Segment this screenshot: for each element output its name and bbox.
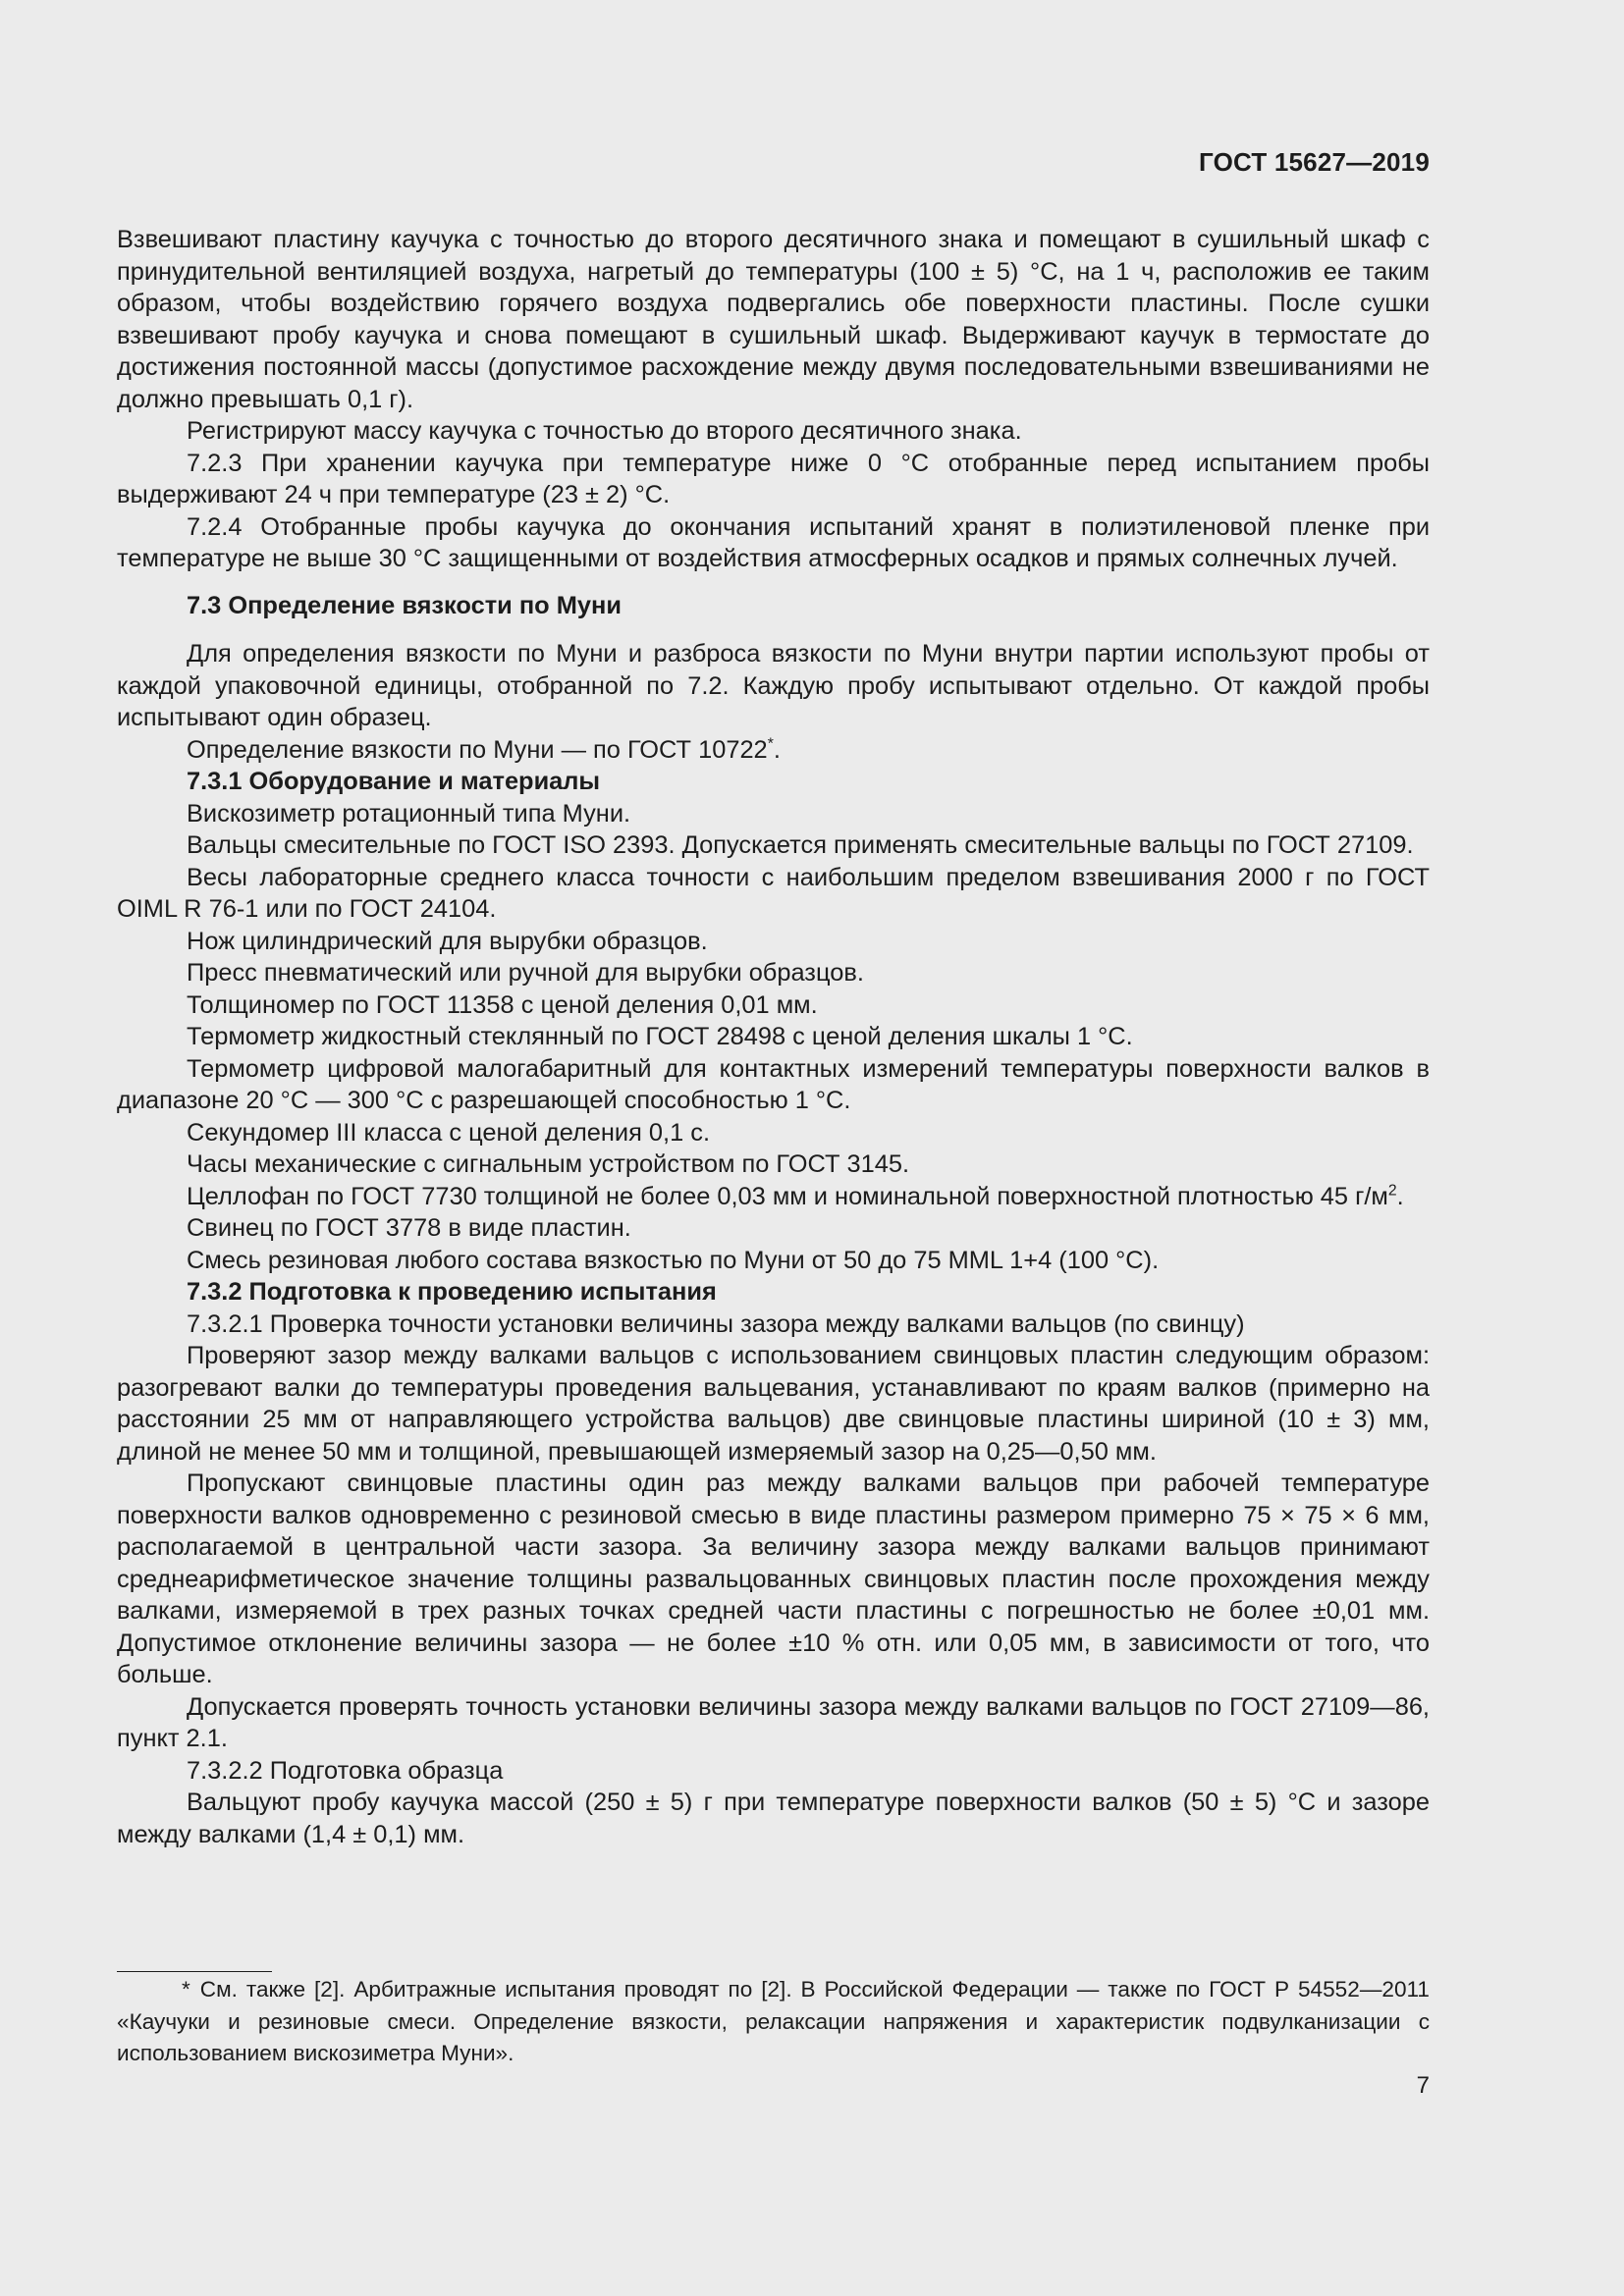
footnote-reference: * <box>767 735 774 753</box>
paragraph: Проверяют зазор между валками вальцов с использованием свинцовых пластин следующим образом: разогревают валки до температуры проведения вальцевания, устанавливают по краям валков (примерно на расстоянии 25 мм от направляющего устройства вальцов) две свинцовые пластины шириной (10 ± 3) мм, длиной не менее 50 мм и толщиной, превышающей измеряемый зазор на 0,25—0,50 мм. <box>117 1342 1430 1466</box>
paragraph: Для определения вязкости по Муни и разброса вязкости по Муни внутри партии используют пробы от каждой упаковочной единицы, отобранной по 7.2. Каждую пробу испытывают отдельно. От каждой пробы испытывают один образец. <box>117 640 1430 731</box>
paragraph: Пропускают свинцовые пластины один раз между валками вальцов при рабочей температуре поверхности валков одновременно с резиновой смесью в виде пластины размером примерно 75 × 75 × 6 мм, располагаемой в центральной части зазора. За величину зазора между валками вальцов принимают среднеарифметическое значение толщины развальцованных свинцовых пластин после прохождения между валками, измеряемой в трех разных точках средней части пластины с погрешностью не более ±0,01 мм. Допустимое отклонение величины зазора — не более ±10 % отн. или 0,05 мм, в зависимости от того, что больше. <box>117 1469 1430 1688</box>
paragraph-with-footnote-ref <box>117 734 1430 767</box>
paragraph: Вальцуют пробу каучука массой (250 ± 5) г при температуре поверхности валков (50 ± 5) °С и зазоре между валками (1,4 ± 0,1) мм. <box>117 1789 1430 1848</box>
footnote-divider <box>117 1971 272 1972</box>
footnote-paragraph <box>117 1974 1430 2070</box>
list-item: Свинец по ГОСТ 3778 в виде пластин. <box>187 1214 631 1242</box>
unit-exponent: 2 <box>1387 1182 1397 1200</box>
clause-7-2-4: 7.2.4 Отобранные пробы каучука до окончания испытаний хранят в полиэтиленовой пленке при температуре не выше 30 °С защищенными от воздействия атмосферных осадков и прямых солнечных лучей. <box>117 512 1430 572</box>
paragraph-end: . <box>773 735 781 764</box>
list-item: Часы механические с сигнальным устройством по ГОСТ 3145. <box>187 1150 910 1178</box>
footnote-mark: * <box>182 1977 190 2002</box>
footnote <box>117 1974 1430 2070</box>
paragraph: Регистрируют массу каучука с точностью до второго десятичного знака. <box>187 417 1022 445</box>
list-item: Термометр жидкостный стеклянный по ГОСТ 28498 с ценой деления шкалы 1 °С. <box>187 1023 1133 1050</box>
list-item: Вискозиметр ротационный типа Муни. <box>187 799 631 828</box>
list-item: Пресс пневматический или ручной для вырубки образцов. <box>187 959 864 987</box>
list-item: Весы лабораторные среднего класса точности с наибольшим пределом взвешивания 2000 г по ГОСТ OIML R 76-1 или по ГОСТ 24104. <box>117 863 1430 923</box>
list-item: Толщиномер по ГОСТ 11358 с ценой деления 0,01 мм. <box>187 990 818 1019</box>
subsection-heading-7-3-1: 7.3.1 Оборудование и материалы <box>187 768 601 795</box>
document-code-header: ГОСТ 15627—2019 <box>1199 147 1430 177</box>
list-item: Нож цилиндрический для вырубки образцов. <box>187 927 708 955</box>
clause-7-3-2-1: 7.3.2.1 Проверка точности установки величины зазора между валками вальцов (по свинцу) <box>187 1309 1245 1338</box>
section-heading-7-3: 7.3 Определение вязкости по Муни <box>187 591 622 619</box>
paragraph-text: Определение вязкости по Муни — по ГОСТ 10722 <box>187 735 768 764</box>
list-item <box>117 1181 1430 1213</box>
footnote-text: См. также [2]. Арбитражные испытания проводят по [2]. В Российской Федерации — также по ГОСТ Р 54552—2011 «Каучуки и резиновые смеси. Определение вязкости, релаксации напряжения и характеристик подвулканизации с использованием вискозиметра Муни». <box>117 1977 1430 2065</box>
clause-7-2-3: 7.2.3 При хранении каучука при температуре ниже 0 °С отобранные перед испытанием пробы выдерживают 24 ч при температуре (23 ± 2) °С. <box>117 449 1430 508</box>
list-item-end: . <box>1396 1182 1404 1210</box>
list-item: Смесь резиновая любого состава вязкостью по Муни от 50 до 75 MML 1+4 (100 °С). <box>187 1246 1160 1274</box>
subsection-heading-7-3-2: 7.3.2 Подготовка к проведению испытания <box>187 1278 717 1306</box>
list-item: Секундомер III класса с ценой деления 0,1 с. <box>187 1118 711 1147</box>
list-item: Вальцы смесительные по ГОСТ ISO 2393. Допускается применять смесительные вальцы по ГОСТ 27109. <box>187 831 1414 859</box>
list-item-text: Целлофан по ГОСТ 7730 толщиной не более 0,03 мм и номинальной поверхностной плотностью 45 г/м <box>187 1182 1388 1210</box>
clause-7-3-2-2: 7.3.2.2 Подготовка образца <box>187 1756 504 1785</box>
paragraph: Допускается проверять точность установки величины зазора между валками вальцов по ГОСТ 27109—86, пункт 2.1. <box>117 1692 1430 1752</box>
page-number: 7 <box>1416 2072 1430 2099</box>
paragraph: Взвешивают пластину каучука с точностью до второго десятичного знака и помещают в сушильный шкаф с принудительной вентиляцией воздуха, нагретый до температуры (100 ± 5) °С, на 1 ч, расположив ее таким образом, чтобы воздействию горячего воздуха подвергались обе поверхности пластины. После сушки взвешивают пробу каучука и снова помещают в сушильный шкаф. Выдерживают каучук в термостате до достижения постоянной массы (допустимое расхождение между двумя последовательными взвешиваниями не должно превышать 0,1 г). <box>117 226 1430 413</box>
list-item: Термометр цифровой малогабаритный для контактных измерений температуры поверхности валков в диапазоне 20 °С — 300 °С с разрешающей способностью 1 °С. <box>117 1054 1430 1114</box>
document-body <box>117 224 1430 1850</box>
